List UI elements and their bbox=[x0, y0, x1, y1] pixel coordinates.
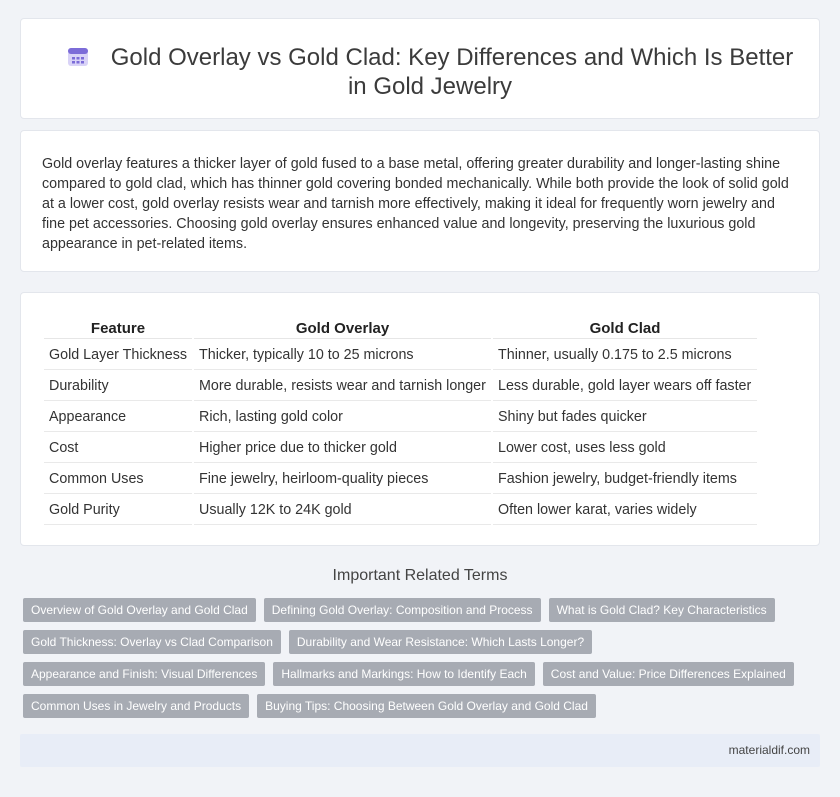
intro-card bbox=[20, 130, 820, 272]
table-cell: Gold Layer Thickness bbox=[44, 341, 192, 370]
table-row bbox=[44, 496, 757, 525]
comparison-card bbox=[20, 292, 820, 546]
table-row bbox=[44, 372, 757, 401]
table-cell: Often lower karat, varies widely bbox=[493, 496, 757, 525]
table-cell: Usually 12K to 24K gold bbox=[194, 496, 491, 525]
related-term-tag[interactable]: Common Uses in Jewelry and Products bbox=[23, 694, 249, 718]
related-term-tag[interactable]: Appearance and Finish: Visual Differences bbox=[23, 662, 265, 686]
header-feature: Feature bbox=[44, 316, 192, 339]
related-term-tag[interactable]: Overview of Gold Overlay and Gold Clad bbox=[23, 598, 256, 622]
page-title: Gold Overlay vs Gold Clad: Key Differences and Which Is Better in Gold Jewelry bbox=[110, 44, 794, 100]
related-terms-list bbox=[23, 598, 813, 726]
table-cell: Gold Purity bbox=[44, 496, 192, 525]
table-row bbox=[44, 341, 757, 370]
related-term-tag[interactable]: What is Gold Clad? Key Characteristics bbox=[549, 598, 775, 622]
footer-site-link[interactable]: materialdif.com bbox=[728, 743, 810, 757]
page-title-wrap bbox=[61, 43, 799, 101]
related-term-tag[interactable]: Buying Tips: Choosing Between Gold Overlay and Gold Clad bbox=[257, 694, 596, 718]
table-cell: Thinner, usually 0.175 to 2.5 microns bbox=[493, 341, 757, 370]
table-row bbox=[44, 434, 757, 463]
related-terms-title: Important Related Terms bbox=[332, 567, 508, 584]
table-cell: Higher price due to thicker gold bbox=[194, 434, 491, 463]
related-term-tag[interactable]: Hallmarks and Markings: How to Identify Each bbox=[273, 662, 534, 686]
table-row bbox=[44, 465, 757, 494]
table-cell: More durable, resists wear and tarnish longer bbox=[194, 372, 491, 401]
table-cell: Appearance bbox=[44, 403, 192, 432]
related-term-tag[interactable]: Durability and Wear Resistance: Which Lasts Longer? bbox=[289, 630, 592, 654]
table-cell: Lower cost, uses less gold bbox=[493, 434, 757, 463]
table-cell: Cost bbox=[44, 434, 192, 463]
header-gold-clad: Gold Clad bbox=[493, 316, 757, 339]
header-gold-overlay: Gold Overlay bbox=[194, 316, 491, 339]
table-header-row bbox=[44, 316, 757, 339]
table-cell: Common Uses bbox=[44, 465, 192, 494]
table-cell: Fine jewelry, heirloom-quality pieces bbox=[194, 465, 491, 494]
related-term-tag[interactable]: Gold Thickness: Overlay vs Clad Comparison bbox=[23, 630, 281, 654]
comparison-table bbox=[42, 314, 759, 527]
intro-paragraph: Gold overlay features a thicker layer of gold fused to a base metal, offering greater durability and longer-lasting shine compared to gold clad, which has thinner gold covering bonded mechanically. While both provide the look of solid gold at a lower cost, gold overlay resists wear and tarnish more effectively, making it ideal for frequently worn jewelry and fine pet accessories. Choosing gold overlay ensures enhanced value and longevity, preserving the luxurious gold appearance in pet-related items. bbox=[42, 156, 789, 252]
calendar-icon bbox=[67, 45, 89, 67]
table-cell: Shiny but fades quicker bbox=[493, 403, 757, 432]
table-cell: Less durable, gold layer wears off faster bbox=[493, 372, 757, 401]
table-cell: Thicker, typically 10 to 25 microns bbox=[194, 341, 491, 370]
footer bbox=[20, 734, 820, 767]
table-cell: Durability bbox=[44, 372, 192, 401]
table-row bbox=[44, 403, 757, 432]
table-cell: Fashion jewelry, budget-friendly items bbox=[493, 465, 757, 494]
table-cell: Rich, lasting gold color bbox=[194, 403, 491, 432]
related-term-tag[interactable]: Defining Gold Overlay: Composition and Process bbox=[264, 598, 541, 622]
related-term-tag[interactable]: Cost and Value: Price Differences Explained bbox=[543, 662, 794, 686]
title-card bbox=[20, 18, 820, 119]
